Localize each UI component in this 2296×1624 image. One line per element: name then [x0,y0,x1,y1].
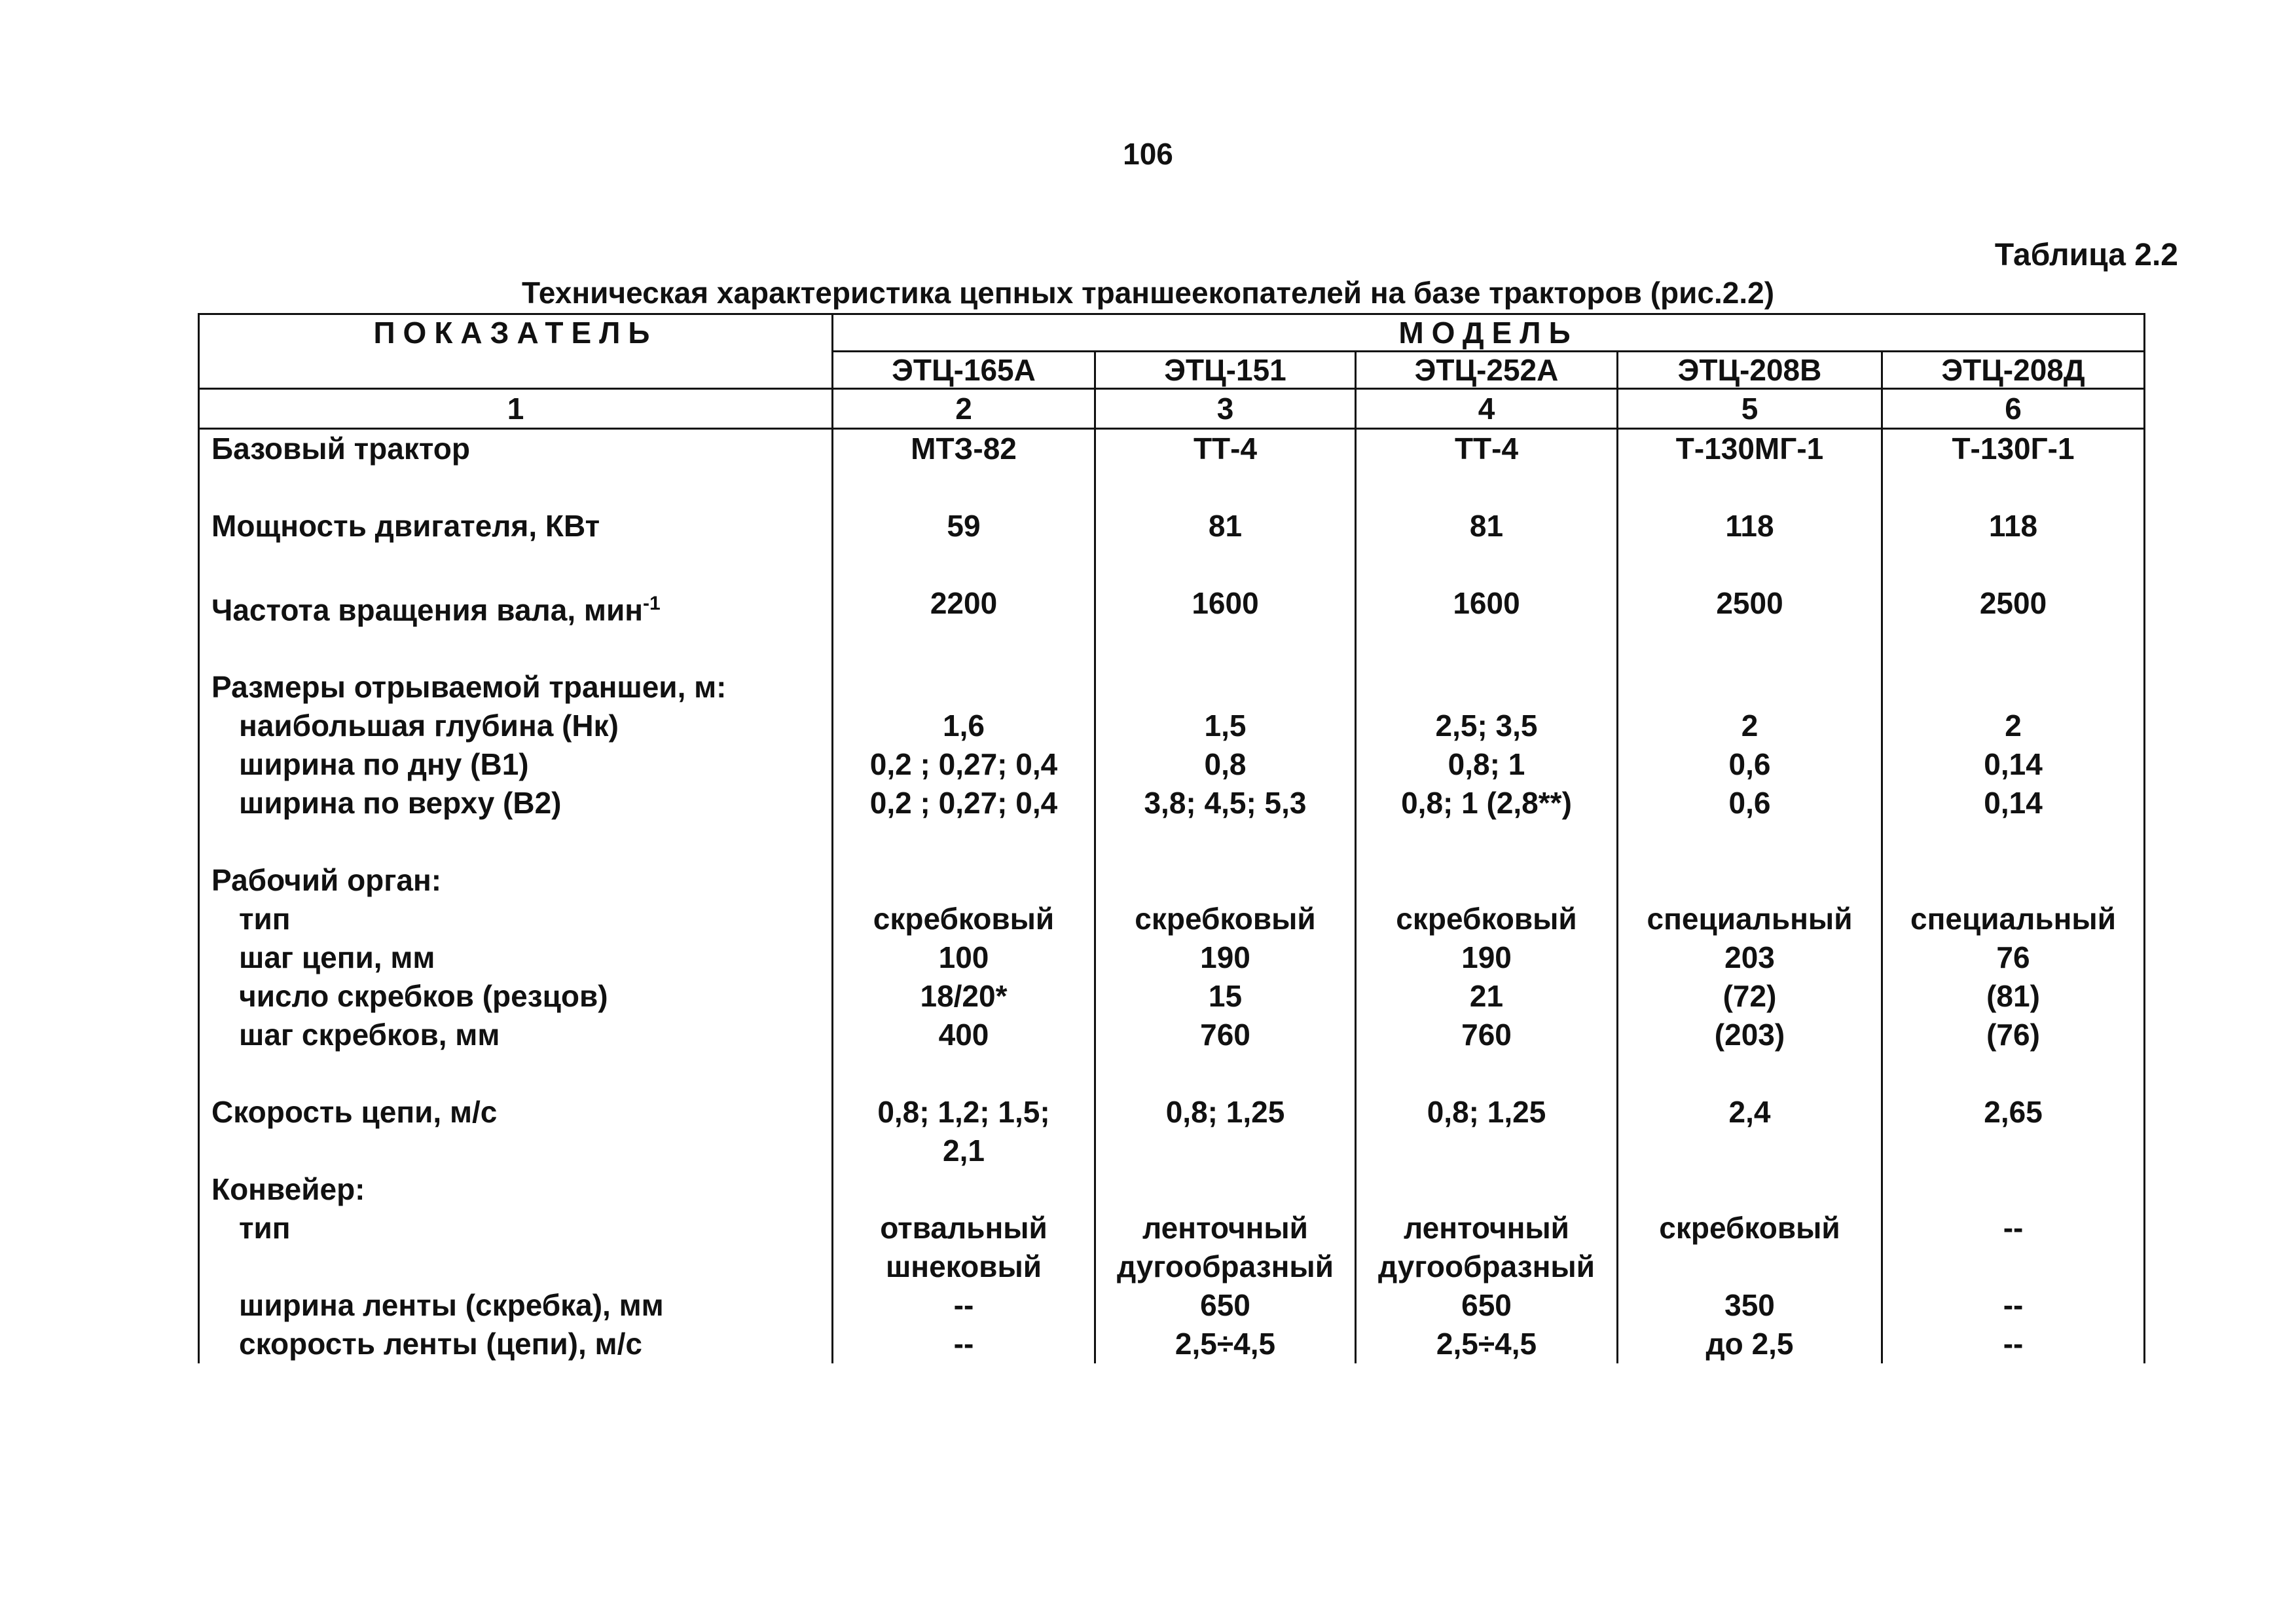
cell-value: 1600 [1356,584,1618,629]
row-scraper-count [199,977,2145,1016]
spacer-row [199,545,2145,584]
unit-exponent: -1 [643,593,661,614]
model-name: ЭТЦ-252А [1356,352,1618,389]
row-label: Базовый трактор [199,429,833,469]
row-base-tractor [199,429,2145,469]
row-label: число скребков (резцов) [199,977,833,1016]
cell-value: -- [1882,1286,2145,1325]
cell-value: 0,8 [1095,745,1356,784]
cell-value: до 2,5 [1618,1325,1882,1363]
row-max-depth [199,707,2145,745]
cell-value: 18/20* [833,977,1095,1016]
row-conv-type [199,1209,2145,1286]
cell-line: дугообразный [1117,1249,1334,1284]
cell-value: 0,2 ; 0,27; 0,4 [833,745,1095,784]
row-label: шаг скребков, мм [199,1016,833,1054]
column-number: 1 [199,389,833,429]
row-shaft-speed [199,584,2145,629]
cell-value: 1,5 [1095,707,1356,745]
cell-value: -- [1882,1325,2145,1363]
row-conveyor [199,1170,2145,1209]
cell-value: 0,2 ; 0,27; 0,4 [833,784,1095,822]
row-label: ширина ленты (скребка), мм [199,1286,833,1325]
cell-value: 2,5÷4,5 [1356,1325,1618,1363]
spacer-row [199,629,2145,668]
model-name: ЭТЦ-208В [1618,352,1882,389]
cell-value: 2500 [1882,584,2145,629]
cell-value: скребковый [1356,900,1618,938]
cell-value: скребковый [833,900,1095,938]
table-number: Таблица 2.2 [1994,238,2178,272]
cell-value: специальный [1618,900,1882,938]
cell-value: скребковый [1618,1209,1882,1286]
row-belt-width [199,1286,2145,1325]
column-number: 4 [1356,389,1618,429]
cell-value: МТЗ-82 [833,429,1095,469]
row-chain-speed-cont [199,1132,2145,1170]
table-title: Техническая характеристика цепных траншеекопателей на базе тракторов (рис.2.2) [521,276,1775,310]
cell-value: 0,8; 1 [1356,745,1618,784]
cell-value: 81 [1356,507,1618,545]
cell-value: 400 [833,1016,1095,1054]
cell-value: -- [833,1325,1095,1363]
cell-value: 59 [833,507,1095,545]
cell-value: 2500 [1618,584,1882,629]
row-label: Мощность двигателя, КВт [199,507,833,545]
cell-value: 2,4 [1618,1093,1882,1132]
cell-value: 0,8; 1,2; 1,5; [833,1093,1095,1132]
cell-value: 0,6 [1618,784,1882,822]
cell-value: -- [1882,1209,2145,1286]
row-label: наибольшая глубина (Нк) [199,707,833,745]
cell-value: 0,14 [1882,745,2145,784]
row-belt-speed [199,1325,2145,1363]
cell-value: ТТ-4 [1356,429,1618,469]
row-label: шаг цепи, мм [199,938,833,977]
model-name: ЭТЦ-165А [833,352,1095,389]
cell-value: 118 [1882,507,2145,545]
row-engine-power [199,507,2145,545]
cell-value: скребковый [1095,900,1356,938]
row-label-text: Частота вращения вала, мин [211,593,644,627]
cell-value: -- [833,1286,1095,1325]
cell-value: 118 [1618,507,1882,545]
cell-value: специальный [1882,900,2145,938]
cell-value: 2,5; 3,5 [1356,707,1618,745]
indicator-header: ПОКАЗАТЕЛЬ [199,314,833,389]
row-working-body [199,861,2145,900]
page-number: 106 [1123,137,1173,171]
cell-value: 0,8; 1,25 [1356,1093,1618,1132]
cell-value: 2 [1618,707,1882,745]
row-label: ширина по верху (В2) [199,784,833,822]
row-wb-type [199,900,2145,938]
cell-value-continuation: 2,1 [833,1132,1095,1170]
cell-value: (72) [1618,977,1882,1016]
cell-value: 3,8; 4,5; 5,3 [1095,784,1356,822]
column-number: 3 [1095,389,1356,429]
cell-value: ТТ-4 [1095,429,1356,469]
spacer-row [199,468,2145,507]
cell-value: 81 [1095,507,1356,545]
spec-table [198,313,2145,1363]
cell-value: 2,65 [1882,1093,2145,1132]
cell-line: ленточный [1142,1211,1308,1246]
row-top-width [199,784,2145,822]
column-number-row [199,389,2145,429]
row-label: ширина по дну (В1) [199,745,833,784]
cell-value: 15 [1095,977,1356,1016]
cell-value: 350 [1618,1286,1882,1325]
cell-value: 190 [1356,938,1618,977]
cell-line: ленточный [1404,1211,1569,1246]
cell-value [1095,1209,1356,1286]
row-scraper-pitch [199,1016,2145,1054]
cell-value: 203 [1618,938,1882,977]
cell-value: 650 [1095,1286,1356,1325]
row-label: скорость ленты (цепи), м/с [199,1325,833,1363]
cell-value: 190 [1095,938,1356,977]
section-label: Рабочий орган: [199,861,833,900]
cell-value: 21 [1356,977,1618,1016]
cell-value: 760 [1356,1016,1618,1054]
column-number: 2 [833,389,1095,429]
cell-value: 0,14 [1882,784,2145,822]
section-label: Конвейер: [199,1170,833,1209]
cell-value: 100 [833,938,1095,977]
model-name: ЭТЦ-151 [1095,352,1356,389]
cell-value: 650 [1356,1286,1618,1325]
row-chain-pitch [199,938,2145,977]
cell-line: шнековый [885,1249,1042,1284]
model-name: ЭТЦ-208Д [1882,352,2145,389]
row-label: тип [199,1209,833,1286]
spacer-row [199,822,2145,861]
cell-value: (76) [1882,1016,2145,1054]
cell-value: 0,8; 1,25 [1095,1093,1356,1132]
model-header: МОДЕЛЬ [833,314,2145,352]
cell-value: 0,8; 1 (2,8**) [1356,784,1618,822]
column-number: 5 [1618,389,1882,429]
cell-value: 760 [1095,1016,1356,1054]
cell-value: 1,6 [833,707,1095,745]
row-label: Скорость цепи, м/с [199,1093,833,1132]
spacer-row [199,1054,2145,1093]
cell-line: дугообразный [1378,1249,1595,1284]
cell-value: (203) [1618,1016,1882,1054]
row-trench-dims [199,668,2145,707]
cell-value: 76 [1882,938,2145,977]
cell-value: Т-130МГ-1 [1618,429,1882,469]
row-label [199,584,833,629]
cell-line: отвальный [880,1211,1048,1246]
header-row-model [199,314,2145,352]
column-number: 6 [1882,389,2145,429]
row-chain-speed [199,1093,2145,1132]
cell-value: (81) [1882,977,2145,1016]
cell-value: 1600 [1095,584,1356,629]
cell-value: 2,5÷4,5 [1095,1325,1356,1363]
cell-value: 0,6 [1618,745,1882,784]
cell-value [833,1209,1095,1286]
row-label: тип [199,900,833,938]
row-bottom-width [199,745,2145,784]
cell-value: 2 [1882,707,2145,745]
cell-value: 2200 [833,584,1095,629]
cell-value [1356,1209,1618,1286]
cell-value: Т-130Г-1 [1882,429,2145,469]
section-label: Размеры отрываемой траншеи, м: [199,668,833,707]
